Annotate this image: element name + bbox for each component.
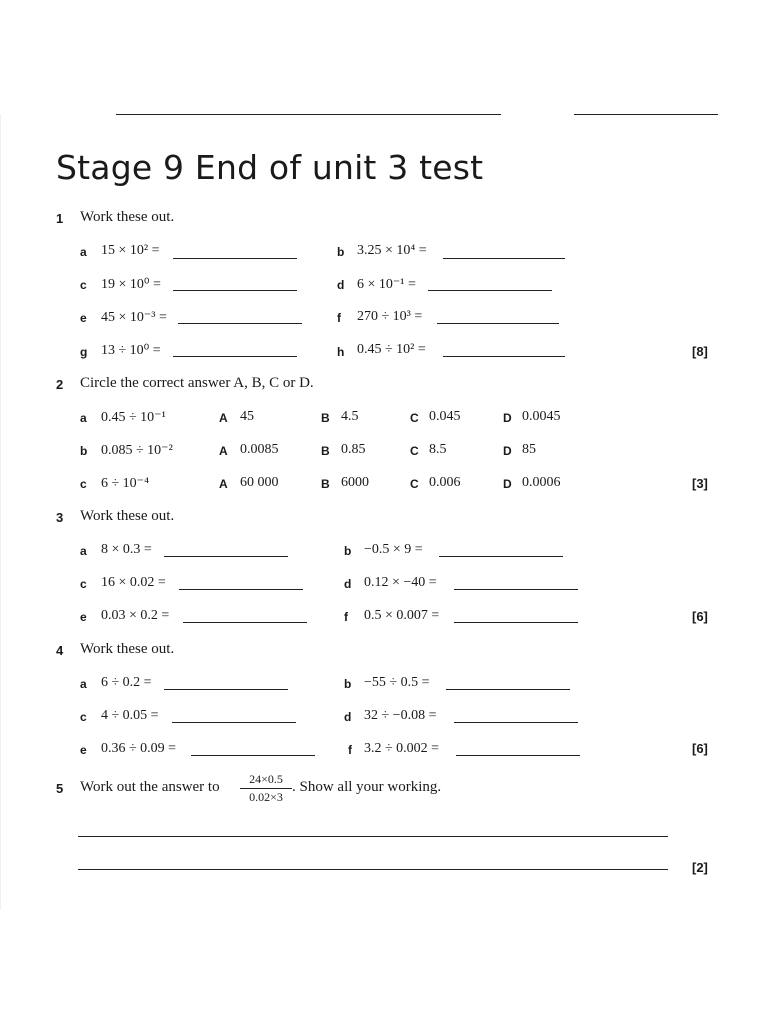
item-expression: 0.03 × 0.2 = (101, 608, 170, 623)
option-letter: C (410, 411, 419, 425)
answer-line[interactable] (428, 290, 552, 291)
item-expression: 0.12 × −40 = (364, 575, 437, 590)
item-expression: 6 ÷ 0.2 = (101, 675, 152, 690)
item-expression: 45 × 10⁻³ = (101, 310, 167, 325)
marks-label: [2] (692, 860, 708, 875)
item-expression: 16 × 0.02 = (101, 575, 166, 590)
page-top-margin (0, 0, 768, 114)
item-label: g (80, 345, 88, 359)
item-label: a (80, 245, 87, 259)
item-label: d (337, 278, 345, 292)
answer-line[interactable] (164, 556, 288, 557)
marks-label: [6] (692, 741, 708, 756)
option-letter: C (410, 444, 419, 458)
answer-line[interactable] (178, 323, 302, 324)
item-label: e (80, 743, 87, 757)
item-expression: 0.45 ÷ 10⁻¹ (101, 410, 166, 425)
answer-line[interactable] (173, 290, 297, 291)
item-label: b (80, 444, 88, 458)
item-label: b (337, 245, 345, 259)
answer-line[interactable] (454, 722, 578, 723)
item-label: d (344, 710, 352, 724)
header-name-line (116, 114, 501, 115)
fraction-expression (240, 772, 292, 805)
question-text: Work these out. (80, 508, 175, 524)
option-value[interactable]: 0.006 (429, 475, 461, 490)
answer-line[interactable] (164, 689, 288, 690)
header-date-line (574, 114, 718, 115)
working-line[interactable] (78, 836, 668, 837)
item-label: c (80, 577, 87, 591)
item-expression: 4 ÷ 0.05 = (101, 708, 159, 723)
answer-line[interactable] (456, 755, 580, 756)
item-expression: 0.45 ÷ 10² = (357, 342, 426, 357)
item-expression: 6 × 10⁻¹ = (357, 277, 416, 292)
option-letter: A (219, 444, 228, 458)
marks-label: [8] (692, 344, 708, 359)
option-letter: D (503, 444, 512, 458)
option-value[interactable]: 0.85 (341, 442, 366, 457)
fraction-numerator: 24×0.5 (240, 772, 292, 789)
option-letter: D (503, 411, 512, 425)
item-label: c (80, 278, 87, 292)
option-letter: A (219, 411, 228, 425)
answer-line[interactable] (443, 258, 565, 259)
option-value[interactable]: 8.5 (429, 442, 447, 457)
answer-line[interactable] (454, 622, 578, 623)
answer-line[interactable] (173, 258, 297, 259)
option-value[interactable]: 4.5 (341, 409, 359, 424)
answer-line[interactable] (173, 356, 297, 357)
marks-label: [6] (692, 609, 708, 624)
marks-label: [3] (692, 476, 708, 491)
item-expression: 270 ÷ 10³ = (357, 309, 423, 324)
option-value[interactable]: 0.0085 (240, 442, 279, 457)
question-text: Circle the correct answer A, B, C or D. (80, 375, 314, 391)
item-expression: 0.5 × 0.007 = (364, 608, 440, 623)
page-title: Stage 9 End of unit 3 test (56, 148, 484, 187)
option-value[interactable]: 85 (522, 442, 536, 457)
answer-line[interactable] (172, 722, 296, 723)
answer-line[interactable] (446, 689, 570, 690)
option-value[interactable]: 0.0045 (522, 409, 561, 424)
item-label: f (348, 743, 352, 757)
option-letter: C (410, 477, 419, 491)
answer-line[interactable] (183, 622, 307, 623)
question-number: 2 (56, 377, 64, 392)
question-number: 3 (56, 510, 64, 525)
option-value[interactable]: 45 (240, 409, 254, 424)
question-number: 4 (56, 643, 64, 658)
item-expression: 0.36 ÷ 0.09 = (101, 741, 177, 756)
working-line[interactable] (78, 869, 668, 870)
answer-line[interactable] (437, 323, 559, 324)
item-expression: −55 ÷ 0.5 = (364, 675, 430, 690)
item-expression: 6 ÷ 10⁻⁴ (101, 476, 149, 491)
fraction-denominator: 0.02×3 (249, 790, 283, 804)
item-label: c (80, 710, 87, 724)
item-label: b (344, 677, 352, 691)
item-label: d (344, 577, 352, 591)
item-label: a (80, 411, 87, 425)
option-letter: A (219, 477, 228, 491)
option-value[interactable]: 0.045 (429, 409, 461, 424)
item-expression: 8 × 0.3 = (101, 542, 152, 557)
item-label: c (80, 477, 87, 491)
answer-line[interactable] (454, 589, 578, 590)
answer-line[interactable] (439, 556, 563, 557)
question-text: Work these out. (80, 641, 175, 657)
answer-line[interactable] (443, 356, 565, 357)
option-letter: B (321, 444, 330, 458)
option-value[interactable]: 60 000 (240, 475, 279, 490)
item-label: f (337, 311, 341, 325)
item-expression: 19 × 10⁰ = (101, 277, 161, 292)
answer-line[interactable] (179, 589, 303, 590)
item-label: h (337, 345, 345, 359)
question-text: Work out the answer to (80, 779, 220, 795)
item-label: f (344, 610, 348, 624)
question-text: Work these out. (80, 209, 175, 225)
option-letter: B (321, 477, 330, 491)
answer-line[interactable] (191, 755, 315, 756)
option-value[interactable]: 0.0006 (522, 475, 561, 490)
question-number: 5 (56, 781, 64, 796)
item-label: a (80, 544, 87, 558)
item-label: a (80, 677, 87, 691)
item-expression: 3.2 ÷ 0.002 = (364, 741, 440, 756)
item-label: e (80, 610, 87, 624)
option-value[interactable]: 6000 (341, 475, 369, 490)
item-label: e (80, 311, 87, 325)
item-expression: 15 × 10² = (101, 243, 160, 258)
item-expression: −0.5 × 9 = (364, 542, 423, 557)
item-label: b (344, 544, 352, 558)
item-expression: 0.085 ÷ 10⁻² (101, 443, 173, 458)
option-letter: D (503, 477, 512, 491)
question-number: 1 (56, 211, 64, 226)
item-expression: 3.25 × 10⁴ = (357, 243, 427, 258)
item-expression: 32 ÷ −0.08 = (364, 708, 437, 723)
question-text-continued: . Show all your working. (292, 779, 442, 795)
item-expression: 13 ÷ 10⁰ = (101, 343, 161, 358)
option-letter: B (321, 411, 330, 425)
